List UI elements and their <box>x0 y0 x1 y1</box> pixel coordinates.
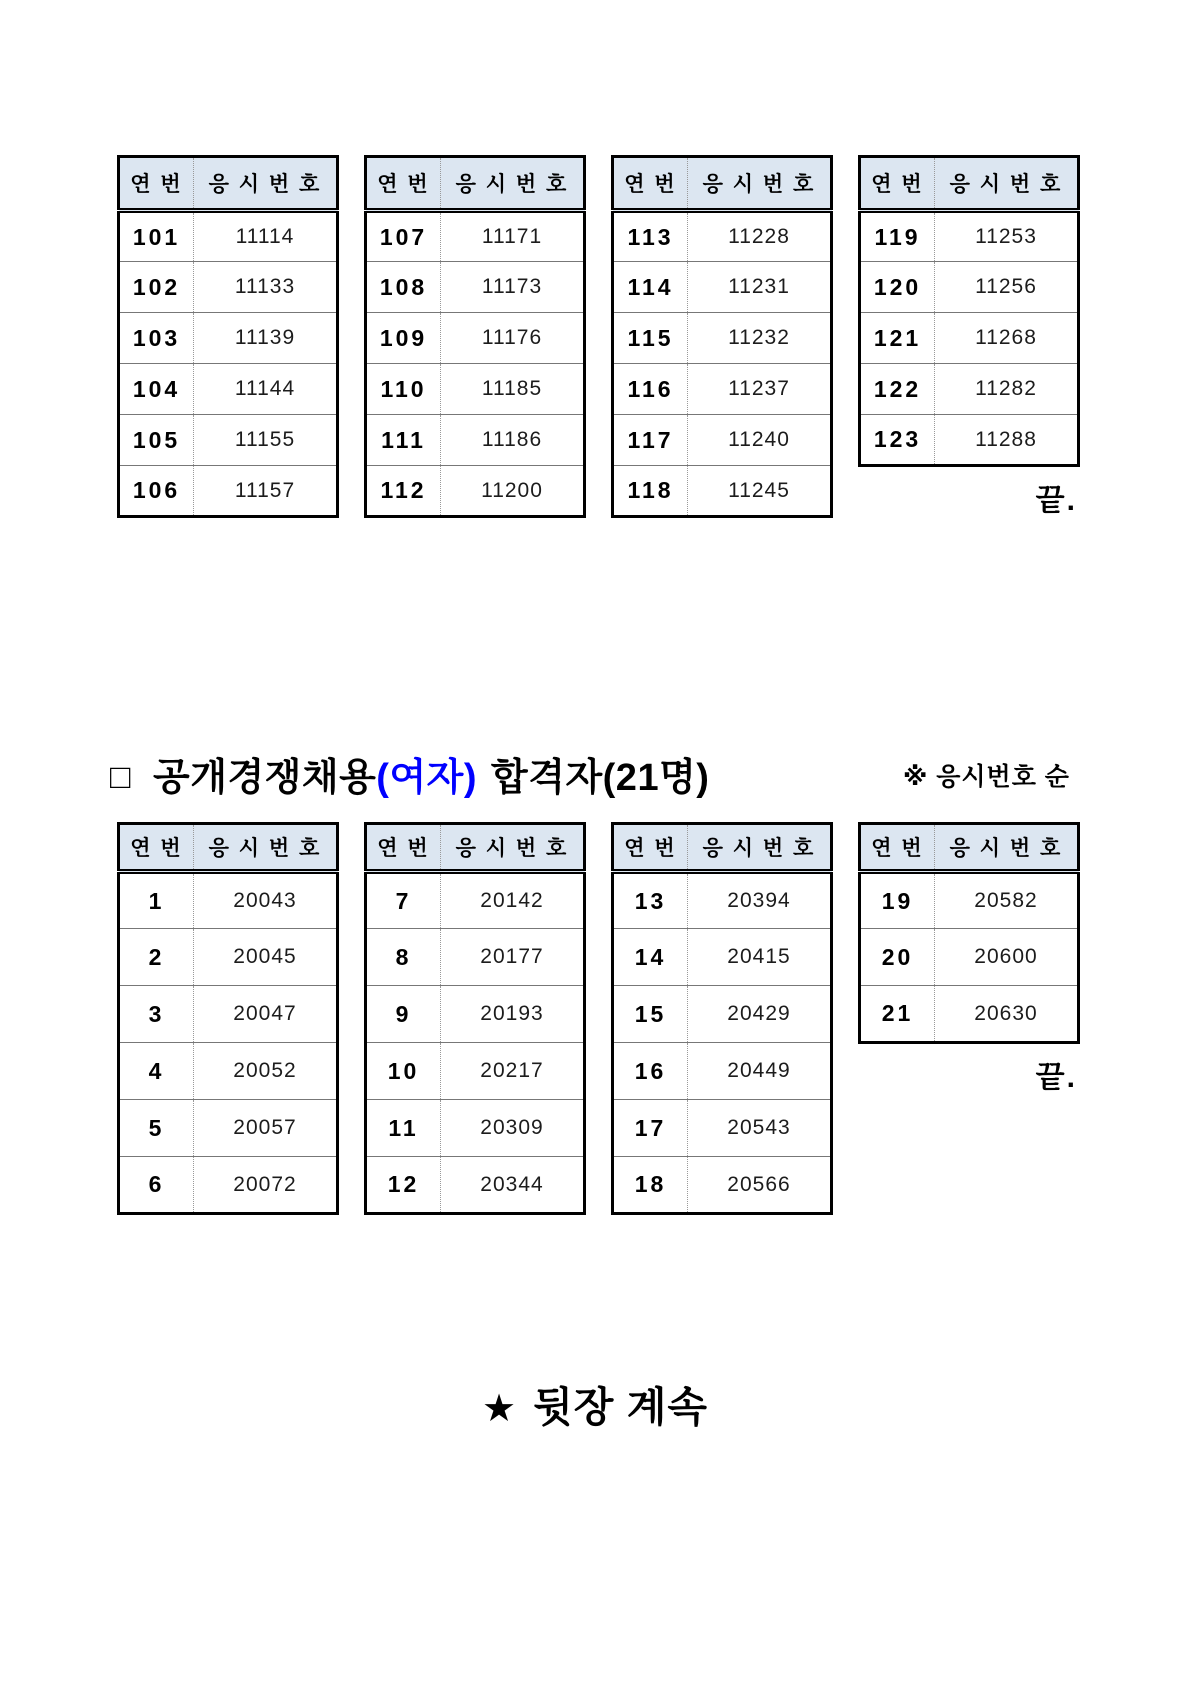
table-row <box>613 929 832 986</box>
table-row <box>119 1043 338 1100</box>
serial-number-cell: 101 <box>119 211 194 262</box>
serial-column-header: 연 번 <box>613 157 688 211</box>
end-label: 끝. <box>1035 484 1077 517</box>
exam-number-cell: 20344 <box>441 1157 585 1214</box>
exam-number-cell: 20045 <box>194 929 338 986</box>
roster-table <box>117 155 339 518</box>
exam-number-cell: 11139 <box>194 313 338 364</box>
table-row <box>860 211 1079 262</box>
serial-number-cell: 104 <box>119 364 194 415</box>
serial-number-cell: 8 <box>366 929 441 986</box>
exam-number-cell: 11240 <box>688 415 832 466</box>
serial-number-cell: 10 <box>366 1043 441 1100</box>
serial-number-cell: 119 <box>860 211 935 262</box>
title-highlight: (여자) <box>376 757 478 799</box>
table-row <box>119 986 338 1043</box>
table-column <box>117 822 339 1215</box>
serial-column-header: 연 번 <box>366 824 441 872</box>
table-row <box>119 1100 338 1157</box>
table-row <box>366 211 585 262</box>
exam-number-cell: 20217 <box>441 1043 585 1100</box>
title-text-after: 합격자(21명) <box>491 757 710 799</box>
header-row <box>613 824 832 872</box>
serial-number-cell: 112 <box>366 466 441 517</box>
serial-number-cell: 4 <box>119 1043 194 1100</box>
table-row <box>860 262 1079 313</box>
serial-number-cell: 116 <box>613 364 688 415</box>
roster-table <box>858 822 1080 1044</box>
exam-number-column-header: 응 시 번 호 <box>194 157 338 211</box>
table-row <box>860 364 1079 415</box>
table-row <box>860 929 1079 986</box>
serial-column-header: 연 번 <box>613 824 688 872</box>
serial-number-cell: 109 <box>366 313 441 364</box>
table-row <box>366 872 585 929</box>
exam-number-cell: 11133 <box>194 262 338 313</box>
square-bullet-icon: □ <box>110 758 132 796</box>
serial-number-cell: 7 <box>366 872 441 929</box>
table-row <box>366 1043 585 1100</box>
serial-number-cell: 18 <box>613 1157 688 1214</box>
serial-number-cell: 102 <box>119 262 194 313</box>
serial-number-cell: 118 <box>613 466 688 517</box>
table-row <box>860 986 1079 1043</box>
exam-number-cell: 11256 <box>935 262 1079 313</box>
exam-number-cell: 20142 <box>441 872 585 929</box>
serial-column-header: 연 번 <box>119 824 194 872</box>
exam-number-column-header: 응 시 번 호 <box>688 157 832 211</box>
exam-number-column-header: 응 시 번 호 <box>194 824 338 872</box>
serial-column-header: 연 번 <box>119 157 194 211</box>
serial-number-cell: 6 <box>119 1157 194 1214</box>
exam-number-cell: 11282 <box>935 364 1079 415</box>
table-row <box>613 364 832 415</box>
exam-number-cell: 11176 <box>441 313 585 364</box>
table-row <box>613 313 832 364</box>
serial-number-cell: 106 <box>119 466 194 517</box>
exam-number-cell: 11288 <box>935 415 1079 466</box>
title-text-before: 공개경쟁채용 <box>153 757 377 799</box>
table-row <box>366 929 585 986</box>
table-column <box>364 155 586 519</box>
exam-number-cell: 11232 <box>688 313 832 364</box>
exam-number-cell: 11155 <box>194 415 338 466</box>
table-row <box>613 986 832 1043</box>
table-column <box>611 822 833 1215</box>
table-row <box>119 313 338 364</box>
serial-number-cell: 2 <box>119 929 194 986</box>
sort-order-note: ※ 응시번호 순 <box>903 763 1070 791</box>
exam-number-column-header: 응 시 번 호 <box>441 157 585 211</box>
serial-number-cell: 110 <box>366 364 441 415</box>
exam-number-cell: 11268 <box>935 313 1079 364</box>
exam-number-cell: 20072 <box>194 1157 338 1214</box>
table-row <box>860 313 1079 364</box>
exam-number-cell: 20543 <box>688 1100 832 1157</box>
table-row <box>366 1100 585 1157</box>
roster-table <box>117 822 339 1215</box>
serial-number-cell: 5 <box>119 1100 194 1157</box>
continued-footer-text: 뒷장 계속 <box>533 1384 708 1430</box>
roster-table <box>364 822 586 1215</box>
table-column <box>858 155 1080 519</box>
exam-number-cell: 11200 <box>441 466 585 517</box>
exam-number-cell: 20630 <box>935 986 1079 1043</box>
table-row <box>613 466 832 517</box>
header-row <box>860 824 1079 872</box>
table-row <box>119 929 338 986</box>
serial-number-cell: 105 <box>119 415 194 466</box>
serial-number-cell: 15 <box>613 986 688 1043</box>
table-column <box>611 155 833 519</box>
exam-number-cell: 11231 <box>688 262 832 313</box>
exam-number-column-header: 응 시 번 호 <box>935 824 1079 872</box>
table-row <box>119 364 338 415</box>
table-row <box>613 1100 832 1157</box>
end-label: 끝. <box>1035 1061 1077 1094</box>
exam-number-column-header: 응 시 번 호 <box>441 824 585 872</box>
table-row <box>119 415 338 466</box>
table-row <box>860 872 1079 929</box>
serial-number-cell: 19 <box>860 872 935 929</box>
serial-number-cell: 17 <box>613 1100 688 1157</box>
continued-footer <box>0 1374 1190 1433</box>
serial-number-cell: 11 <box>366 1100 441 1157</box>
serial-number-cell: 16 <box>613 1043 688 1100</box>
exam-number-cell: 11171 <box>441 211 585 262</box>
serial-number-cell: 14 <box>613 929 688 986</box>
exam-number-cell: 20052 <box>194 1043 338 1100</box>
exam-number-column-header: 응 시 번 호 <box>935 157 1079 211</box>
serial-number-cell: 111 <box>366 415 441 466</box>
exam-number-cell: 11186 <box>441 415 585 466</box>
table-row <box>366 364 585 415</box>
section2-tables <box>117 822 1080 1215</box>
serial-column-header: 연 번 <box>860 157 935 211</box>
table-row <box>119 262 338 313</box>
table-row <box>613 415 832 466</box>
exam-number-cell: 11157 <box>194 466 338 517</box>
exam-number-cell: 11185 <box>441 364 585 415</box>
serial-number-cell: 121 <box>860 313 935 364</box>
exam-number-cell: 20415 <box>688 929 832 986</box>
table-column <box>117 155 339 519</box>
exam-number-cell: 11144 <box>194 364 338 415</box>
table-row <box>366 313 585 364</box>
serial-number-cell: 13 <box>613 872 688 929</box>
serial-number-cell: 9 <box>366 986 441 1043</box>
serial-column-header: 연 번 <box>860 824 935 872</box>
table-row <box>366 466 585 517</box>
exam-number-cell: 20177 <box>441 929 585 986</box>
exam-number-cell: 20057 <box>194 1100 338 1157</box>
table-row <box>119 211 338 262</box>
serial-number-cell: 103 <box>119 313 194 364</box>
exam-number-cell: 20193 <box>441 986 585 1043</box>
exam-number-column-header: 응 시 번 호 <box>688 824 832 872</box>
table-row <box>366 262 585 313</box>
serial-number-cell: 107 <box>366 211 441 262</box>
serial-number-cell: 117 <box>613 415 688 466</box>
section1-tables <box>117 155 1080 519</box>
roster-table <box>611 822 833 1215</box>
roster-table <box>364 155 586 518</box>
table-column <box>364 822 586 1215</box>
exam-number-cell: 11253 <box>935 211 1079 262</box>
exam-number-cell: 11237 <box>688 364 832 415</box>
serial-number-cell: 113 <box>613 211 688 262</box>
serial-number-cell: 123 <box>860 415 935 466</box>
header-row <box>366 157 585 211</box>
serial-number-cell: 12 <box>366 1157 441 1214</box>
serial-number-cell: 1 <box>119 872 194 929</box>
table-row <box>613 1157 832 1214</box>
roster-table <box>858 155 1080 467</box>
exam-number-cell: 20582 <box>935 872 1079 929</box>
exam-number-cell: 11228 <box>688 211 832 262</box>
table-row <box>613 1043 832 1100</box>
serial-number-cell: 115 <box>613 313 688 364</box>
serial-column-header: 연 번 <box>366 157 441 211</box>
table-row <box>613 872 832 929</box>
table-row <box>119 1157 338 1214</box>
header-row <box>366 824 585 872</box>
table-column <box>858 822 1080 1215</box>
serial-number-cell: 122 <box>860 364 935 415</box>
exam-number-cell: 20047 <box>194 986 338 1043</box>
table-row <box>366 986 585 1043</box>
exam-number-cell: 20566 <box>688 1157 832 1214</box>
table-row <box>613 262 832 313</box>
star-icon: ★ <box>482 1388 518 1430</box>
table-row <box>613 211 832 262</box>
header-row <box>119 157 338 211</box>
exam-number-cell: 11114 <box>194 211 338 262</box>
serial-number-cell: 21 <box>860 986 935 1043</box>
table-row <box>119 466 338 517</box>
exam-number-cell: 20429 <box>688 986 832 1043</box>
section2-title <box>110 746 709 801</box>
table-row <box>366 1157 585 1214</box>
roster-table <box>611 155 833 518</box>
serial-number-cell: 108 <box>366 262 441 313</box>
table-row <box>119 872 338 929</box>
table-row <box>860 415 1079 466</box>
serial-number-cell: 114 <box>613 262 688 313</box>
header-row <box>613 157 832 211</box>
header-row <box>119 824 338 872</box>
exam-number-cell: 20394 <box>688 872 832 929</box>
exam-number-cell: 20309 <box>441 1100 585 1157</box>
header-row <box>860 157 1079 211</box>
exam-number-cell: 11173 <box>441 262 585 313</box>
serial-number-cell: 3 <box>119 986 194 1043</box>
exam-number-cell: 11245 <box>688 466 832 517</box>
serial-number-cell: 120 <box>860 262 935 313</box>
serial-number-cell: 20 <box>860 929 935 986</box>
exam-number-cell: 20043 <box>194 872 338 929</box>
table-row <box>366 415 585 466</box>
exam-number-cell: 20600 <box>935 929 1079 986</box>
exam-number-cell: 20449 <box>688 1043 832 1100</box>
